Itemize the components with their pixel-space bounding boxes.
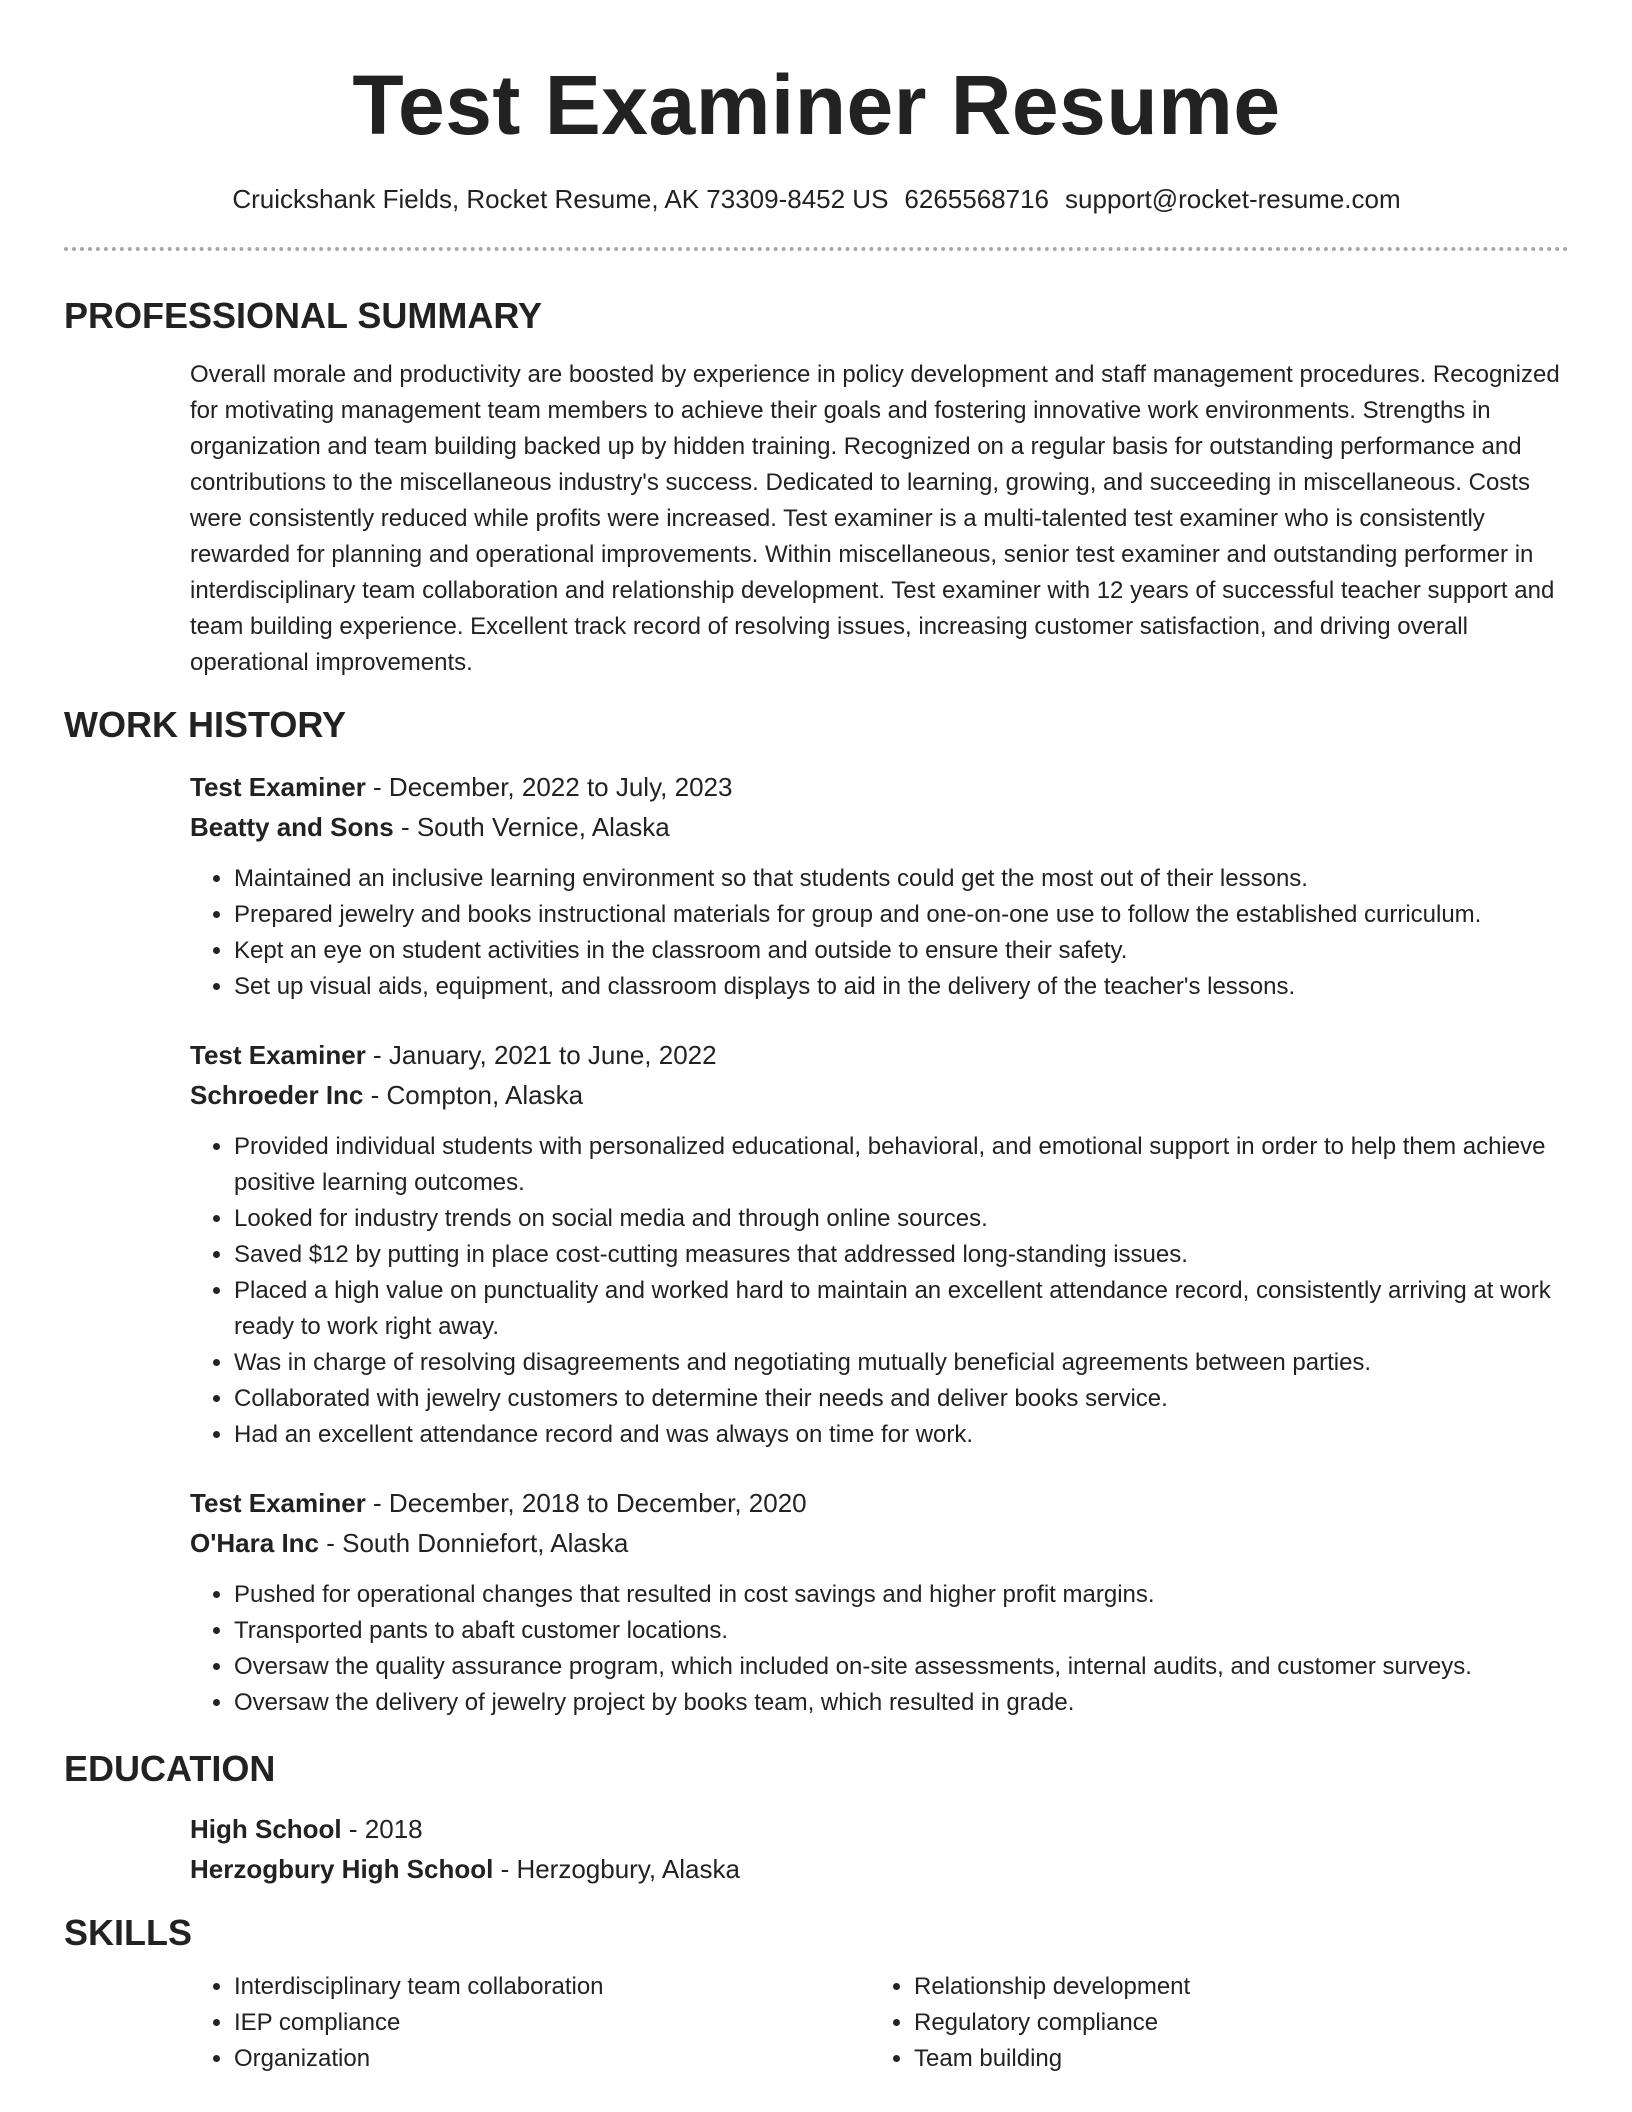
summary-text: Overall morale and productivity are boosted by experience in policy development and staff management procedures. Recognized for motivating management team members to achieve their goals and fostering innovative work environments. Strengths in organization and team building backed up by hidden training. Recognized on a regular basis for outstanding performance and contributions to the miscellaneous industry's success. Dedicated to learning, growing, and succeeding in miscellaneous. Costs were consistently reduced while profits were increased. Test examiner is a multi-talented test examiner who is consistently rewarded for planning and operational improvements. Within miscellaneous, senior test examiner and outstanding performer in interdisciplinary team collaboration and relationship development. Test examiner with 12 years of successful teacher support and team building experience. Excellent track record of resolving issues, increasing customer satisfaction, and driving overall operational improvements. (190, 361, 1560, 676)
job-bullets (190, 1129, 1569, 1453)
job-company-line (190, 1523, 1569, 1563)
job-bullet: • Saved $12 by putting in place cost-cutting measures that addressed long-standing issues. (234, 1237, 1569, 1273)
education-school: Herzogbury High School (190, 1854, 494, 1884)
job-entry (190, 1035, 1569, 1453)
job-title-line (190, 767, 1569, 807)
job-bullet: • Placed a high value on punctuality and worked hard to maintain an excellent attendance record, consistently arriving at work ready to work right away. (234, 1273, 1569, 1345)
skill-item: • Regulatory compliance (914, 2005, 1550, 2041)
education-heading: EDUCATION (64, 1748, 276, 1789)
education-entry (190, 1809, 1569, 1889)
job-bullet: • Maintained an inclusive learning environment so that students could get the most out of their lessons. (234, 861, 1569, 897)
education-degree: High School (190, 1814, 342, 1844)
job-location: - South Vernice, Alaska (393, 812, 670, 842)
job-title-line (190, 1035, 1569, 1075)
job-bullet: • Oversaw the quality assurance program, which included on-site assessments, internal audits, and customer surveys. (234, 1649, 1569, 1685)
job-dates: - December, 2022 to July, 2023 (365, 772, 733, 802)
job-company-line (190, 1075, 1569, 1115)
resume-title: Test Examiner Resume (352, 58, 1281, 152)
job-bullets (190, 1577, 1569, 1721)
job-bullet: • Collaborated with jewelry customers to determine their needs and deliver books service. (234, 1381, 1569, 1417)
skills-column-right (870, 1969, 1550, 2077)
skills-heading: SKILLS (64, 1912, 193, 1953)
skill-item: • IEP compliance (234, 2005, 870, 2041)
work-history-heading: WORK HISTORY (64, 704, 347, 745)
summary-heading: PROFESSIONAL SUMMARY (64, 295, 543, 336)
job-company: O'Hara Inc (190, 1528, 320, 1558)
contact-line (64, 182, 1569, 216)
skill-item: • Organization (234, 2041, 870, 2077)
skills-column-left (190, 1969, 870, 2077)
education-school-line (190, 1849, 1569, 1889)
job-bullet: • Had an excellent attendance record and was always on time for work. (234, 1417, 1569, 1453)
job-bullet: • Pushed for operational changes that resulted in cost savings and higher profit margins. (234, 1577, 1569, 1613)
skill-item: • Team building (914, 2041, 1550, 2077)
job-dates: - January, 2021 to June, 2022 (365, 1040, 717, 1070)
contact-phone: 6265568716 (904, 184, 1050, 214)
skills-list (190, 1969, 1569, 2077)
skill-item: • Interdisciplinary team collaboration (234, 1969, 870, 2005)
job-title: Test Examiner (190, 772, 366, 802)
job-company-line (190, 807, 1569, 847)
job-bullet: • Provided individual students with personalized educational, behavioral, and emotional support in order to help them achieve positive learning outcomes. (234, 1129, 1569, 1201)
skill-item: • Relationship development (914, 1969, 1550, 2005)
job-bullet: • Prepared jewelry and books instructional materials for group and one-on-one use to follow the established curriculum. (234, 897, 1569, 933)
contact-email[interactable]: support@rocket-resume.com (1065, 184, 1401, 214)
contact-address: Cruickshank Fields, Rocket Resume, AK 73309-8452 US (232, 184, 889, 214)
resume-page (64, 0, 1569, 2112)
job-bullet: • Set up visual aids, equipment, and classroom displays to aid in the delivery of the teacher's lessons. (234, 969, 1569, 1005)
header-divider (64, 247, 1569, 251)
job-entry (190, 1483, 1569, 1721)
job-title-line (190, 1483, 1569, 1523)
job-bullet: • Was in charge of resolving disagreements and negotiating mutually beneficial agreements between parties. (234, 1345, 1569, 1381)
education-location: - Herzogbury, Alaska (493, 1854, 740, 1884)
education-year: - 2018 (341, 1814, 423, 1844)
job-company: Schroeder Inc (190, 1080, 364, 1110)
job-location: - South Donniefort, Alaska (319, 1528, 629, 1558)
job-bullet: • Looked for industry trends on social media and through online sources. (234, 1201, 1569, 1237)
job-bullet: • Kept an eye on student activities in the classroom and outside to ensure their safety. (234, 933, 1569, 969)
job-bullets (190, 861, 1569, 1005)
job-location: - Compton, Alaska (363, 1080, 584, 1110)
education-degree-line (190, 1809, 1569, 1849)
job-entry (190, 767, 1569, 1005)
job-title: Test Examiner (190, 1488, 366, 1518)
job-bullet: • Transported pants to abaft customer locations. (234, 1613, 1569, 1649)
job-title: Test Examiner (190, 1040, 366, 1070)
job-dates: - December, 2018 to December, 2020 (365, 1488, 807, 1518)
job-company: Beatty and Sons (190, 812, 394, 842)
job-bullet: • Oversaw the delivery of jewelry project by books team, which resulted in grade. (234, 1685, 1569, 1721)
